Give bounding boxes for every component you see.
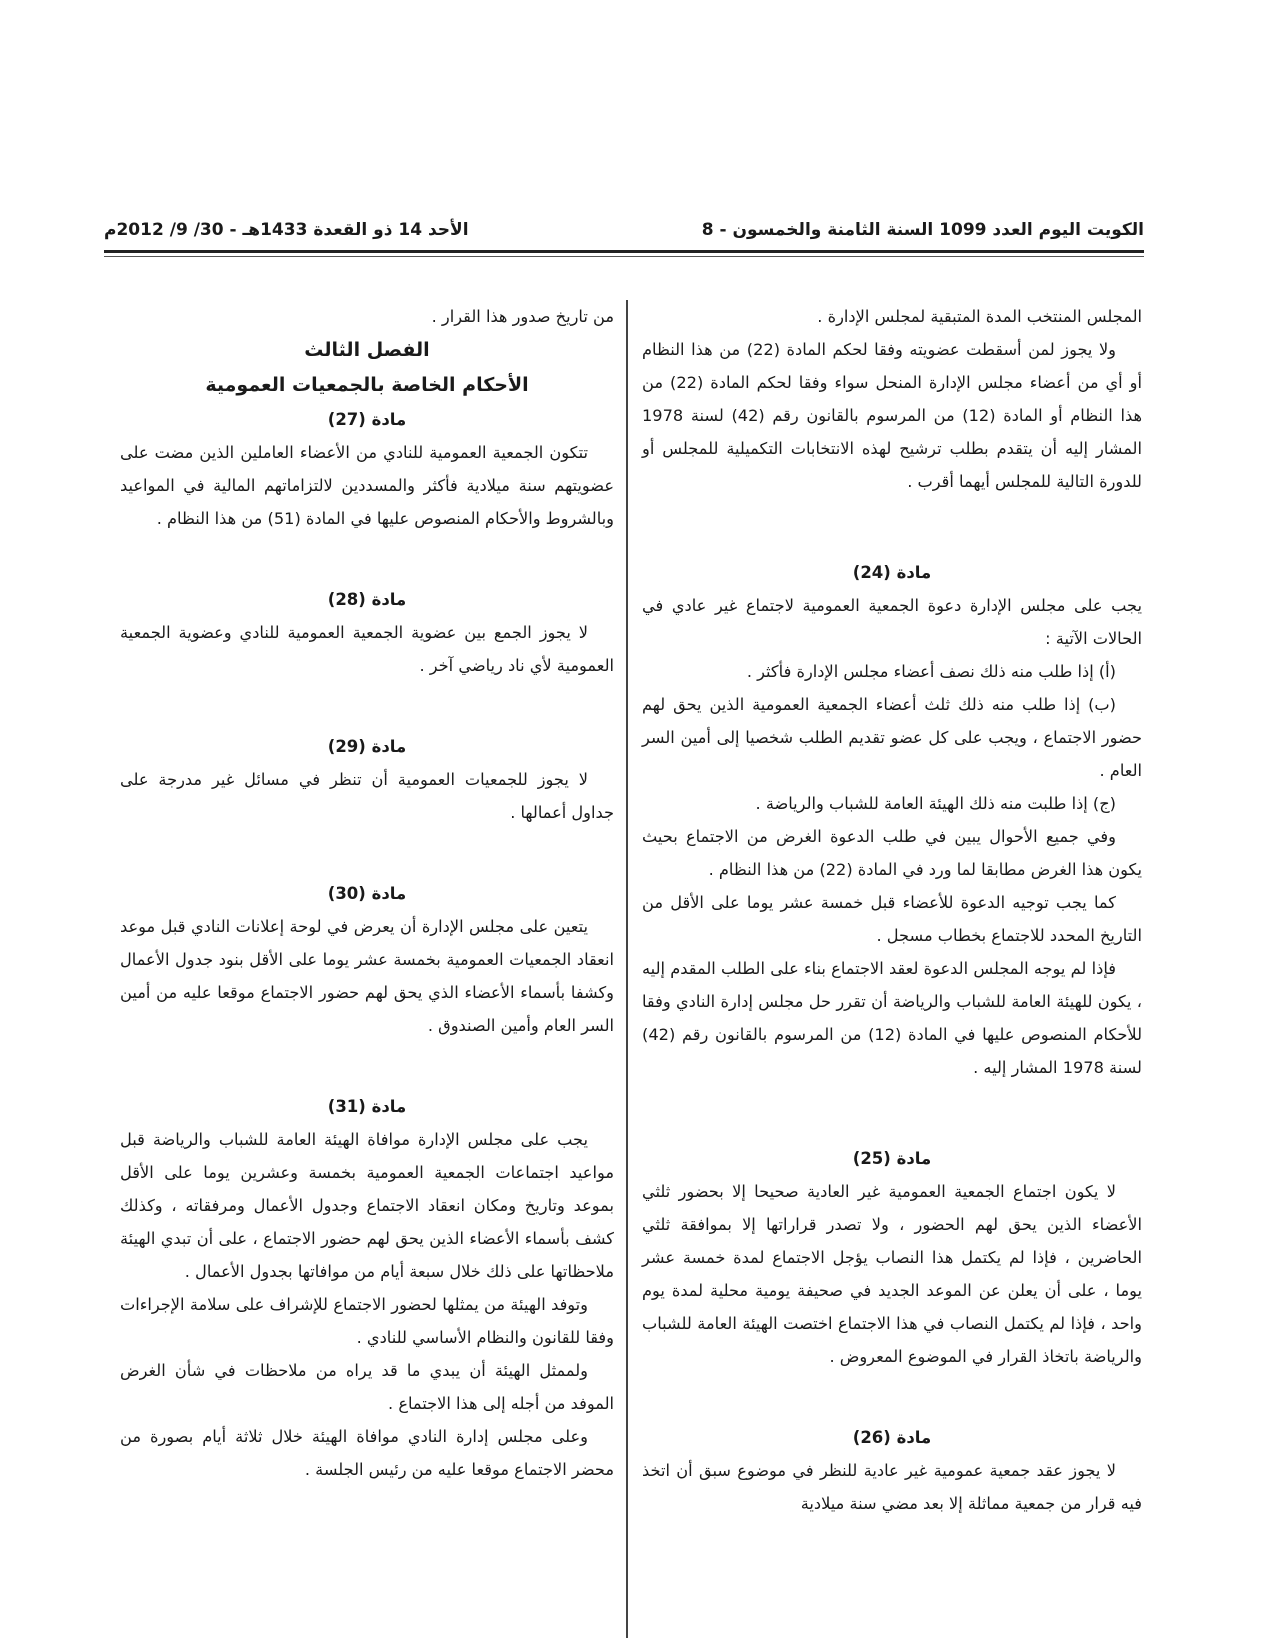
paragraph: من تاريخ صدور هذا القرار .	[431, 307, 614, 326]
article-28-title: مادة (28)	[327, 590, 407, 609]
paragraph: فإذا لم يوجه المجلس الدعوة لعقد الاجتماع بناء على الطلب المقدم إليه ، يكون للهيئة العامة للشباب والرياضة أن تقرر حل مجلس إدارة النادي وفقا للأحكام المنصوص عليها في المادة (12) من المرسوم بالقانون رقم (42) لسنة 1978 المشار إليه .	[642, 959, 1142, 1077]
article-27-title: مادة (27)	[327, 410, 407, 429]
list-item: (أ) إذا طلب منه ذلك نصف أعضاء مجلس الإدارة فأكثر .	[746, 662, 1116, 681]
chapter-title: الأحكام الخاصة بالجمعيات العمومية	[205, 374, 529, 396]
paragraph: المجلس المنتخب المدة المتبقية لمجلس الإدارة .	[817, 307, 1142, 326]
article-30-title: مادة (30)	[327, 884, 407, 903]
article-31-title: مادة (31)	[327, 1097, 407, 1116]
paragraph: لا يجوز للجمعيات العمومية أن تنظر في مسائل غير مدرجة على جداول أعمالها .	[120, 770, 614, 822]
paragraph: لا يجوز عقد جمعية عمومية غير عادية للنظر في موضوع سبق أن اتخذ فيه قرار من جمعية مماثلة إلا بعد مضي سنة ميلادية	[642, 1461, 1142, 1513]
paragraph: يتعين على مجلس الإدارة أن يعرض في لوحة إعلانات النادي قبل موعد انعقاد الجمعيات العمومية بخمسة عشر يوما على الأقل بنود جدول الأعمال وكشفا بأسماء الأعضاء الذي يحق لهم حضور الاجتماع موقعا عليه من أمين السر العام وأمين الصندوق .	[120, 917, 614, 1035]
chapter-heading: الفصل الثالث	[304, 339, 430, 361]
header-rule	[104, 250, 1144, 253]
header-date: الأحد 14 ذو القعدة 1433هـ - 30/ 9/ 2012م	[104, 220, 469, 240]
paragraph: وتوفد الهيئة من يمثلها لحضور الاجتماع للإشراف على سلامة الإجراءات وفقا للقانون والنظام الأساسي للنادي .	[120, 1295, 614, 1347]
paragraph: يجب على مجلس الإدارة دعوة الجمعية العمومية لاجتماع غير عادي في الحالات الآتية :	[642, 596, 1142, 648]
paragraph: وعلى مجلس إدارة النادي موافاة الهيئة خلال ثلاثة أيام بصورة من محضر الاجتماع موقعا عليه من رئيس الجلسة .	[120, 1427, 614, 1479]
right-column	[642, 300, 1142, 1520]
paragraph: لا يكون اجتماع الجمعية العمومية غير العادية صحيحا إلا بحضور ثلثي الأعضاء الذين يحق لهم الحضور ، ولا تصدر قراراتها إلا بموافقة ثلثي الحاضرين ، فإذا لم يكتمل هذا النصاب يؤجل الاجتماع لمدة خمسة عشر يوما ، على أن يعلن عن الموعد الجديد في صحيفة يومية محلية لمدة يوم واحد ، فإذا لم يكتمل النصاب في هذا الاجتماع اختصت الهيئة العامة للشباب والرياضة باتخاذ القرار في الموضوع المعروض .	[642, 1182, 1142, 1366]
paragraph: ولا يجوز لمن أسقطت عضويته وفقا لحكم المادة (22) من هذا النظام أو أي من أعضاء مجلس الإدارة المنحل سواء وفقا لحكم المادة (22) من هذا النظام أو المادة (12) من المرسوم بالقانون رقم (42) لسنة 1978 المشار إليه أن يتقدم بطلب ترشيح لهذه الانتخابات التكميلية للمجلس أو للدورة التالية للمجلس أيهما أقرب .	[642, 340, 1143, 491]
article-29-title: مادة (29)	[327, 737, 407, 756]
paragraph: كما يجب توجيه الدعوة للأعضاء قبل خمسة عشر يوما على الأقل من التاريخ المحدد للاجتماع بخطاب مسجل .	[642, 893, 1142, 945]
paragraph: لا يجوز الجمع بين عضوية الجمعية العمومية للنادي وعضوية الجمعية العمومية لأي ناد رياضي آخر .	[120, 623, 614, 675]
article-24-title: مادة (24)	[852, 563, 932, 582]
list-item: (ب) إذا طلب منه ذلك ثلث أعضاء الجمعية العمومية الذين يحق لهم حضور الاجتماع ، ويجب على كل عضو تقديم الطلب شخصيا إلى أمين السر العام .	[642, 695, 1142, 780]
article-25-title: مادة (25)	[852, 1149, 932, 1168]
list-item: (ج) إذا طلبت منه ذلك الهيئة العامة للشباب والرياضة .	[755, 794, 1116, 813]
header-issue-info: الكويت اليوم العدد 1099 السنة الثامنة والخمسون - 8	[701, 220, 1144, 240]
paragraph: يجب على مجلس الإدارة موافاة الهيئة العامة للشباب والرياضة قبل مواعيد اجتماعات الجمعية العمومية بخمسة وعشرين يوما على الأقل بموعد وتاريخ ومكان انعقاد الاجتماع وجدول الأعمال ومرفقاته ، وكذلك كشف بأسماء الأعضاء الذين يحق لهم حضور الاجتماع ، على أن تبدي الهيئة ملاحظاتها على ذلك خلال سبعة أيام من موافاتها بجدول الأعمال .	[120, 1130, 614, 1281]
left-column	[120, 300, 614, 1486]
page-header	[104, 212, 1144, 248]
article-26-title: مادة (26)	[852, 1428, 932, 1447]
paragraph: تتكون الجمعية العمومية للنادي من الأعضاء العاملين الذين مضت على عضويتهم سنة ميلادية فأكثر والمسددين لالتزاماتهم المالية في المواعيد وبالشروط والأحكام المنصوص عليها في المادة (51) من هذا النظام .	[120, 443, 614, 528]
paragraph: وفي جميع الأحوال يبين في طلب الدعوة الغرض من الاجتماع بحيث يكون هذا الغرض مطابقا لما ورد في المادة (22) من هذا النظام .	[642, 827, 1142, 879]
header-rule-thin	[104, 256, 1144, 257]
paragraph: ولممثل الهيئة أن يبدي ما قد يراه من ملاحظات في شأن الغرض الموفد من أجله إلى هذا الاجتماع .	[120, 1361, 614, 1413]
column-divider	[626, 300, 628, 1638]
